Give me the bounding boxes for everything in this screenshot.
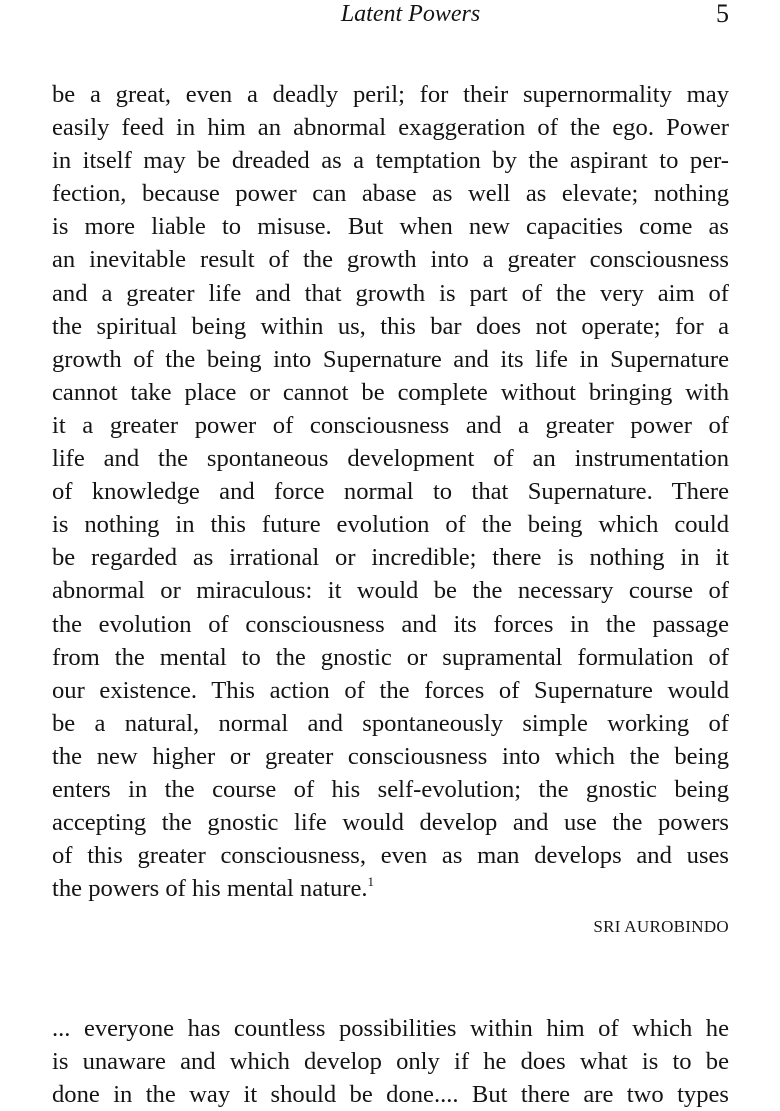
text-line: cannot take place or cannot be complete without bringing with xyxy=(52,378,729,406)
text-line: be a natural, normal and spontaneously simple working of xyxy=(52,709,729,737)
text-line: enters in the course of his self-evolution; the gnostic being xyxy=(52,775,729,803)
text-line: the evolution of consciousness and its forces in the passage xyxy=(52,610,729,638)
text-line: an inevitable result of the growth into a greater consciousness xyxy=(52,246,729,274)
text-line: the spiritual being within us, this bar does not operate; for a xyxy=(52,312,729,340)
attribution: SRI AUROBINDO xyxy=(593,917,729,936)
text-line: our existence. This action of the forces of Supernature would xyxy=(52,676,729,704)
text-line: of knowledge and force normal to that Supernature. There xyxy=(52,478,729,506)
text-line: be a great, even a deadly peril; for their supernormality may xyxy=(52,81,729,108)
text-line: ... everyone has countless possibilities within him of which he xyxy=(52,1015,729,1042)
running-head xyxy=(52,0,729,30)
text-line: is nothing in this future evolution of the being which could xyxy=(52,511,729,539)
text-line: accepting the gnostic life would develop and use the powers xyxy=(52,809,729,837)
passage-sri-aurobindo xyxy=(52,78,729,905)
text-line: and a greater life and that growth is part of the very aim of xyxy=(52,279,729,307)
text-line: the new higher or greater consciousness into which the being xyxy=(52,742,729,770)
text-line: abnormal or miraculous: it would be the necessary course of xyxy=(52,577,729,605)
text-line: is more liable to misuse. But when new capacities come as xyxy=(52,213,729,241)
text-line: of this greater consciousness, even as man develops and uses xyxy=(52,842,729,870)
text-line: be regarded as irrational or incredible; there is nothing in it xyxy=(52,544,729,572)
passage-continued xyxy=(52,1012,729,1111)
text-line: it a greater power of consciousness and a greater power of xyxy=(52,411,729,439)
text-line: life and the spontaneous development of an instrumentation xyxy=(52,445,729,473)
text-line: from the mental to the gnostic or supramental formulation of xyxy=(52,643,729,671)
text-line: done in the way it should be done.... But there are two types xyxy=(52,1081,729,1109)
text-line: fection, because power can abase as well as elevate; nothing xyxy=(52,180,729,208)
text-line: easily feed in him an abnormal exaggeration of the ego. Power xyxy=(52,114,729,142)
text-line: is unaware and which develop only if he does what is to be xyxy=(52,1048,729,1076)
page-number: 5 xyxy=(716,0,729,28)
text-line: in itself may be dreaded as a temptation by the aspirant to per- xyxy=(52,147,729,175)
footnote-mark[interactable]: 1 xyxy=(367,874,375,890)
running-title: Latent Powers xyxy=(340,1,481,27)
text-line-final xyxy=(52,872,729,905)
text-line: growth of the being into Supernature and its life in Supernature xyxy=(52,345,729,373)
final-line-text: the powers of his mental nature. xyxy=(52,875,368,903)
